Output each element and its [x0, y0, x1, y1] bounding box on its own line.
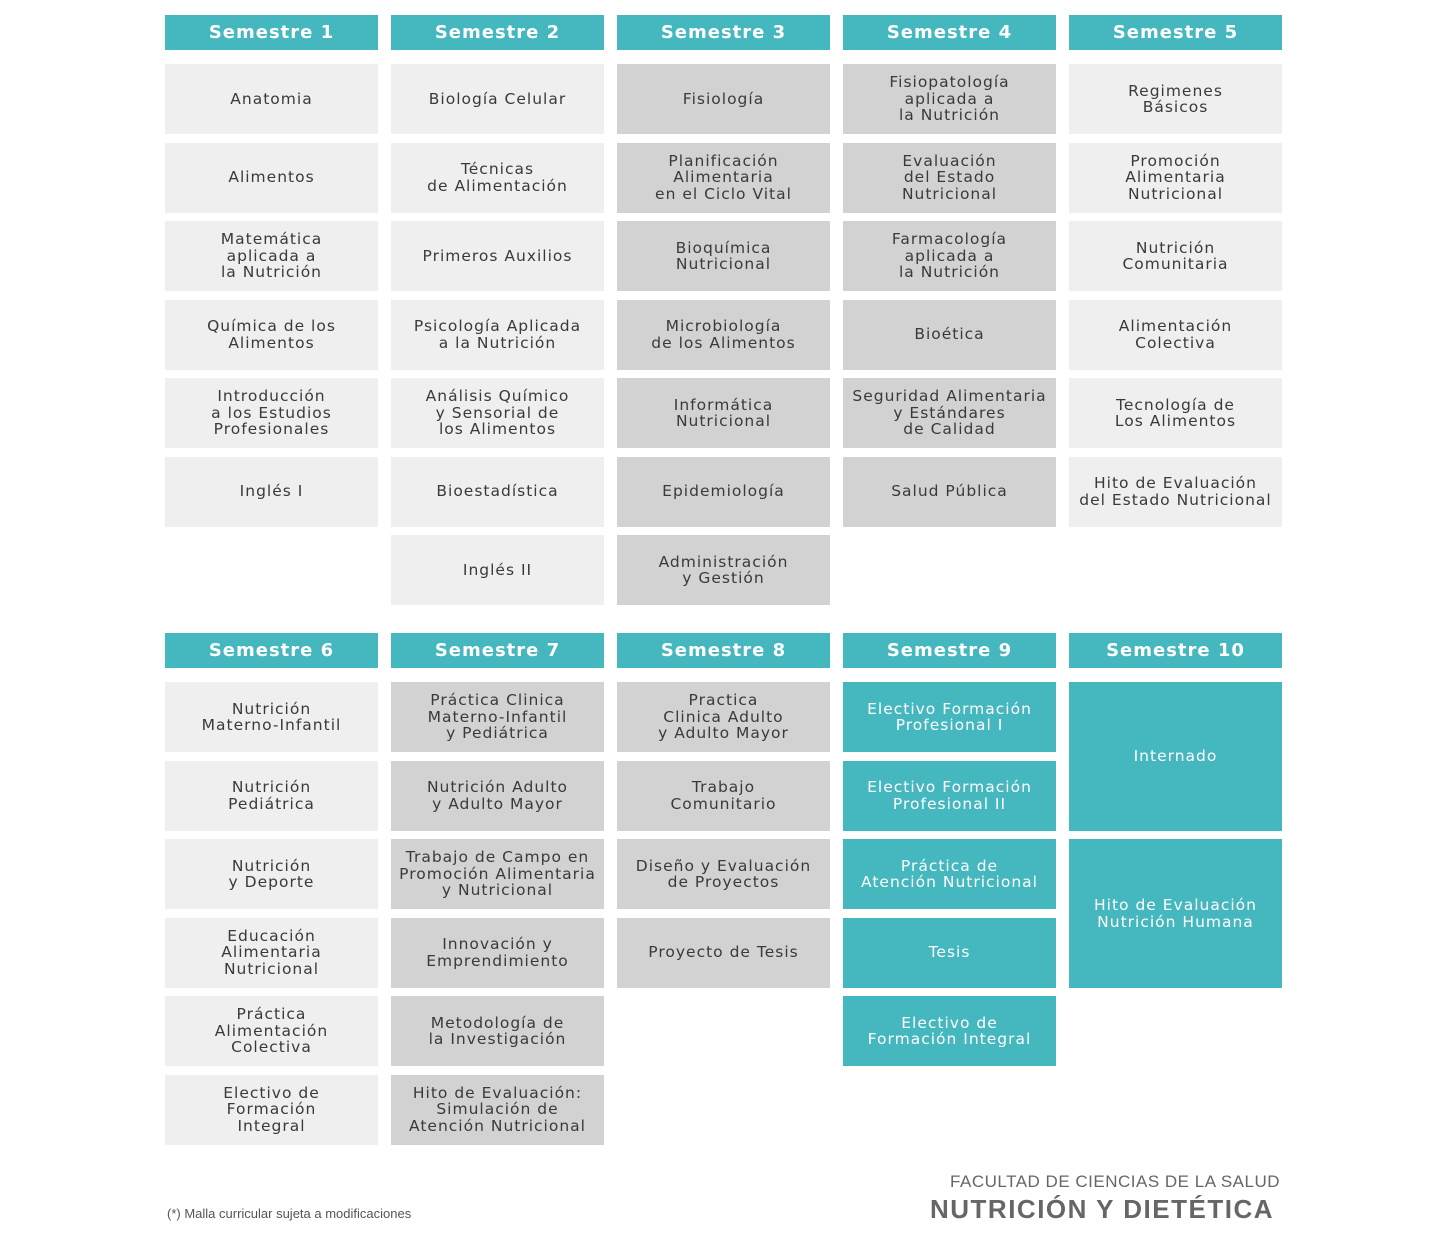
course-cell: Práctica Alimentación Colectiva [165, 996, 378, 1066]
course-cell: Administración y Gestión [617, 535, 830, 605]
course-cell: Nutrición y Deporte [165, 839, 378, 909]
semester-column-2 [391, 15, 604, 579]
course-cell: Evaluación del Estado Nutricional [843, 143, 1056, 213]
course-cell: Planificación Alimentaria en el Ciclo Vital [617, 143, 830, 213]
course-cell: Psicología Aplicada a la Nutrición [391, 300, 604, 370]
course-cell: Nutrición Comunitaria [1069, 221, 1282, 291]
course-cell: Practica Clinica Adulto y Adulto Mayor [617, 682, 830, 752]
course-cell: Electivo de Formación Integral [843, 996, 1056, 1066]
course-cell: Regimenes Básicos [1069, 64, 1282, 134]
course-cell: Hito de Evaluación del Estado Nutricional [1069, 457, 1282, 527]
semester-header: Semestre 5 [1069, 15, 1282, 50]
course-cell: Educación Alimentaria Nutricional [165, 918, 378, 988]
course-cell: Electivo Formación Profesional I [843, 682, 1056, 752]
course-cell: Nutrición Pediátrica [165, 761, 378, 831]
semester-header: Semestre 6 [165, 633, 378, 668]
course-cell: Proyecto de Tesis [617, 918, 830, 988]
course-cell: Microbiología de los Alimentos [617, 300, 830, 370]
course-cell: Farmacología aplicada a la Nutrición [843, 221, 1056, 291]
course-cell: Metodología de la Investigación [391, 996, 604, 1066]
semester-column-7 [391, 633, 604, 1135]
course-cell: Primeros Auxilios [391, 221, 604, 291]
course-cell: Innovación y Emprendimiento [391, 918, 604, 988]
course-cell: Salud Pública [843, 457, 1056, 527]
semester-column-5 [1069, 15, 1282, 509]
course-cell: Nutrición Adulto y Adulto Mayor [391, 761, 604, 831]
semester-header: Semestre 9 [843, 633, 1056, 668]
course-cell: Práctica de Atención Nutricional [843, 839, 1056, 909]
semester-column-9 [843, 633, 1056, 1048]
semester-column-8 [617, 633, 830, 962]
course-cell: Hito de Evaluación: Simulación de Atención Nutricional [391, 1075, 604, 1145]
course-cell: Química de los Alimentos [165, 300, 378, 370]
semester-column-1 [165, 15, 378, 501]
course-cell: Introducción a los Estudios Profesionales [165, 378, 378, 448]
course-cell: Alimentación Colectiva [1069, 300, 1282, 370]
course-cell: Electivo Formación Profesional II [843, 761, 1056, 831]
course-cell: Matemática aplicada a la Nutrición [165, 221, 378, 291]
course-cell: Electivo de Formación Integral [165, 1075, 378, 1145]
semester-column-10 [1069, 633, 1282, 931]
semester-header: Semestre 2 [391, 15, 604, 50]
course-cell: Tesis [843, 918, 1056, 988]
course-cell: Epidemiología [617, 457, 830, 527]
course-cell: Bioquímica Nutricional [617, 221, 830, 291]
course-cell: Tecnología de Los Alimentos [1069, 378, 1282, 448]
course-cell: Fisiología [617, 64, 830, 134]
semester-header: Semestre 8 [617, 633, 830, 668]
course-cell: Técnicas de Alimentación [391, 143, 604, 213]
career-name: NUTRICIÓN Y DIETÉTICA [929, 1194, 1274, 1224]
course-cell: Alimentos [165, 143, 378, 213]
course-cell: Trabajo Comunitario [617, 761, 830, 831]
faculty-name: FACULTAD DE CIENCIAS DE LA SALUD [950, 1172, 1280, 1191]
semester-header: Semestre 1 [165, 15, 378, 50]
semester-column-3 [617, 15, 830, 587]
course-cell: Bioestadística [391, 457, 604, 527]
course-cell: Trabajo de Campo en Promoción Alimentaria y Nutricional [391, 839, 604, 909]
course-cell: Bioética [843, 300, 1056, 370]
course-cell: Biología Celular [391, 64, 604, 134]
course-cell: Seguridad Alimentaria y Estándares de Calidad [843, 378, 1056, 448]
semester-header: Semestre 7 [391, 633, 604, 668]
footer-note: (*) Malla curricular sujeta a modificaciones [167, 1206, 412, 1221]
course-cell: Anatomia [165, 64, 378, 134]
course-cell: Informática Nutricional [617, 378, 830, 448]
course-cell: Inglés I [165, 457, 378, 527]
course-cell: Diseño y Evaluación de Proyectos [617, 839, 830, 909]
semester-column-4 [843, 15, 1056, 501]
course-cell: Promoción Alimentaria Nutricional [1069, 143, 1282, 213]
course-cell: Fisiopatología aplicada a la Nutrición [843, 64, 1056, 134]
semester-header: Semestre 10 [1069, 633, 1282, 668]
semester-header: Semestre 4 [843, 15, 1056, 50]
course-cell: Práctica Clinica Materno-Infantil y Pediátrica [391, 682, 604, 752]
course-cell: Inglés II [391, 535, 604, 605]
semester-column-6 [165, 633, 378, 1135]
semester-header: Semestre 3 [617, 15, 830, 50]
course-cell: Análisis Químico y Sensorial de los Alimentos [391, 378, 604, 448]
course-cell: Hito de Evaluación Nutrición Humana [1069, 839, 1282, 988]
course-cell: Internado [1069, 682, 1282, 831]
course-cell: Nutrición Materno-Infantil [165, 682, 378, 752]
